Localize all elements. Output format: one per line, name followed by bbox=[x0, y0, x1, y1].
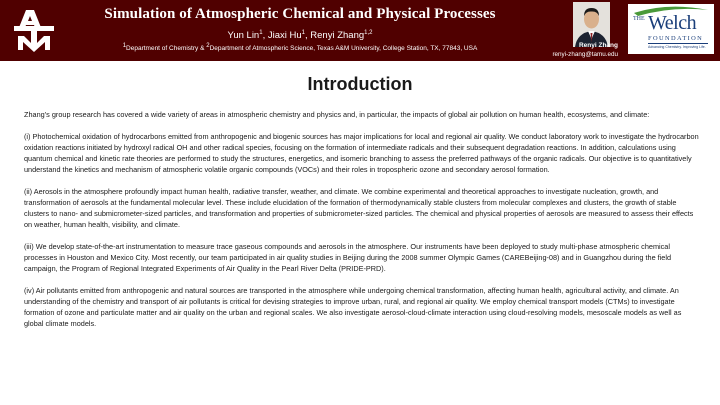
affil-sup: 2 bbox=[206, 43, 210, 49]
section-heading: Introduction bbox=[307, 74, 413, 94]
author-name: Renyi Zhang bbox=[310, 30, 365, 42]
poster-title: Simulation of Atmospheric Chemical and Physical Processes bbox=[104, 6, 496, 22]
author-affil-sup: 1,2 bbox=[364, 30, 373, 36]
introduction-body bbox=[24, 109, 700, 340]
affiliation-line bbox=[70, 43, 530, 52]
author-name: Jiaxi Hu bbox=[267, 30, 302, 42]
welch-tagline: Advancing Chemistry. Improving Life. bbox=[648, 45, 706, 49]
author-affil-sup: 1 bbox=[301, 30, 305, 36]
contact-name: Renyi Zhang bbox=[578, 42, 618, 49]
welch-name: Welch bbox=[648, 12, 697, 34]
author-photo bbox=[573, 2, 610, 47]
paragraph-instrumentation: (iii) We develop state-of-the-art instrumentation to measure trace gaseous compounds and aerosols in the atmosphere. Our instruments have been deployed to study multi-phase atmospheric chemical processes in Houston and Mexico City. Most recently, our team participated in air quality studies in Beijing during the 2008 summer Olympic Games (CAREBeijing-08) and in Guangzhou during the field campaign, the Program of Regional Integrated Experiments of Air Quality in the Pearl River Delta (PRIDE-PRD). bbox=[24, 242, 672, 273]
author-name: Yun Lin bbox=[227, 30, 260, 42]
tamu-atm-logo-icon bbox=[12, 8, 56, 52]
contact-email[interactable]: renyi-zhang@tamu.edu bbox=[552, 51, 618, 58]
affil-dept-chemistry: Department of Chemistry & bbox=[126, 45, 207, 53]
header-banner bbox=[0, 0, 720, 61]
author-affil-sup: 1 bbox=[259, 30, 263, 36]
person-photo-icon bbox=[573, 2, 610, 47]
welch-divider bbox=[648, 43, 708, 44]
affil-dept-atmos: Department of Atmospheric Science, Texas A&M University, College Station, TX, 77843, USA bbox=[209, 45, 478, 53]
intro-paragraph: Zhang’s group research has covered a wide variety of areas in atmospheric chemistry and physics and, in particular, the impacts of global air pollution on human health, ecosystems, and climate: bbox=[24, 110, 650, 119]
paragraph-oxidation: (i) Photochemical oxidation of hydrocarbons emitted from anthropogenic and biogenic sources has major implications for local and regional air quality. We conduct laboratory work to investigate the hydrocarbon oxidation reactions initiated by hydroxyl radical OH and other radical species, focusing on the formation of intermediate radicals and their subsequent degradation reactions. In addition, calculations using quantum chemical and kinetic rate theories are performed to study the structures, energetics, and isomeric branching to assess the preferred pathways of the organic radicals. Our objective is to quantitatively understand the kinetics and mechanism of atmospheric volatile organic compounds (VOCs) and their roles in tropospheric ozone and secondary aerosol formation. bbox=[24, 132, 699, 174]
affil-sup: 1 bbox=[122, 43, 127, 49]
paragraph-air-pollutants: (iv) Air pollutants emitted from anthropogenic and natural sources are transported in the atmosphere while undergoing chemical transformation, affecting human health, agricultural activity, and climate. An understanding of the chemistry and transport of air pollutants is critical for devising strategies to improve urban, rural, and regional air quality. We employ chemical transport models (CTMs) to investigate formation of ozone and particulate matter and air quality on the urban and regional scales. We also investigate aerosol-cloud-climate interaction using cloud-resolving models, mesoscale models as well as global climate models. bbox=[24, 286, 682, 328]
welch-foundation-logo bbox=[628, 4, 714, 54]
welch-foundation-word: FOUNDATION bbox=[648, 35, 704, 42]
paragraph-aerosols: (ii) Aerosols in the atmosphere profoundly impact human health, radiative transfer, weather, and climate. We combine experimental and theoretical approaches to investigate nucleation, growth, and transformation of aerosols at the fundamental molecular level. These include elucidation of the formation of thermodynamically stable clusters from molecular complexes and clusters, the growth of stable clusters to nano- and submicrometer-sized particles, and transformation and properties of submicrometer-sized particles. The chemical and physical properties of aerosols are measured to assess their effects on weather, human health, visibility, and climate. bbox=[24, 187, 694, 229]
welch-the: THE bbox=[633, 16, 645, 22]
author-list: Yun Lin$^1$, Jiaxi Hu$^1$, Renyi Zhang$^{1,2}$ bbox=[227, 30, 373, 42]
